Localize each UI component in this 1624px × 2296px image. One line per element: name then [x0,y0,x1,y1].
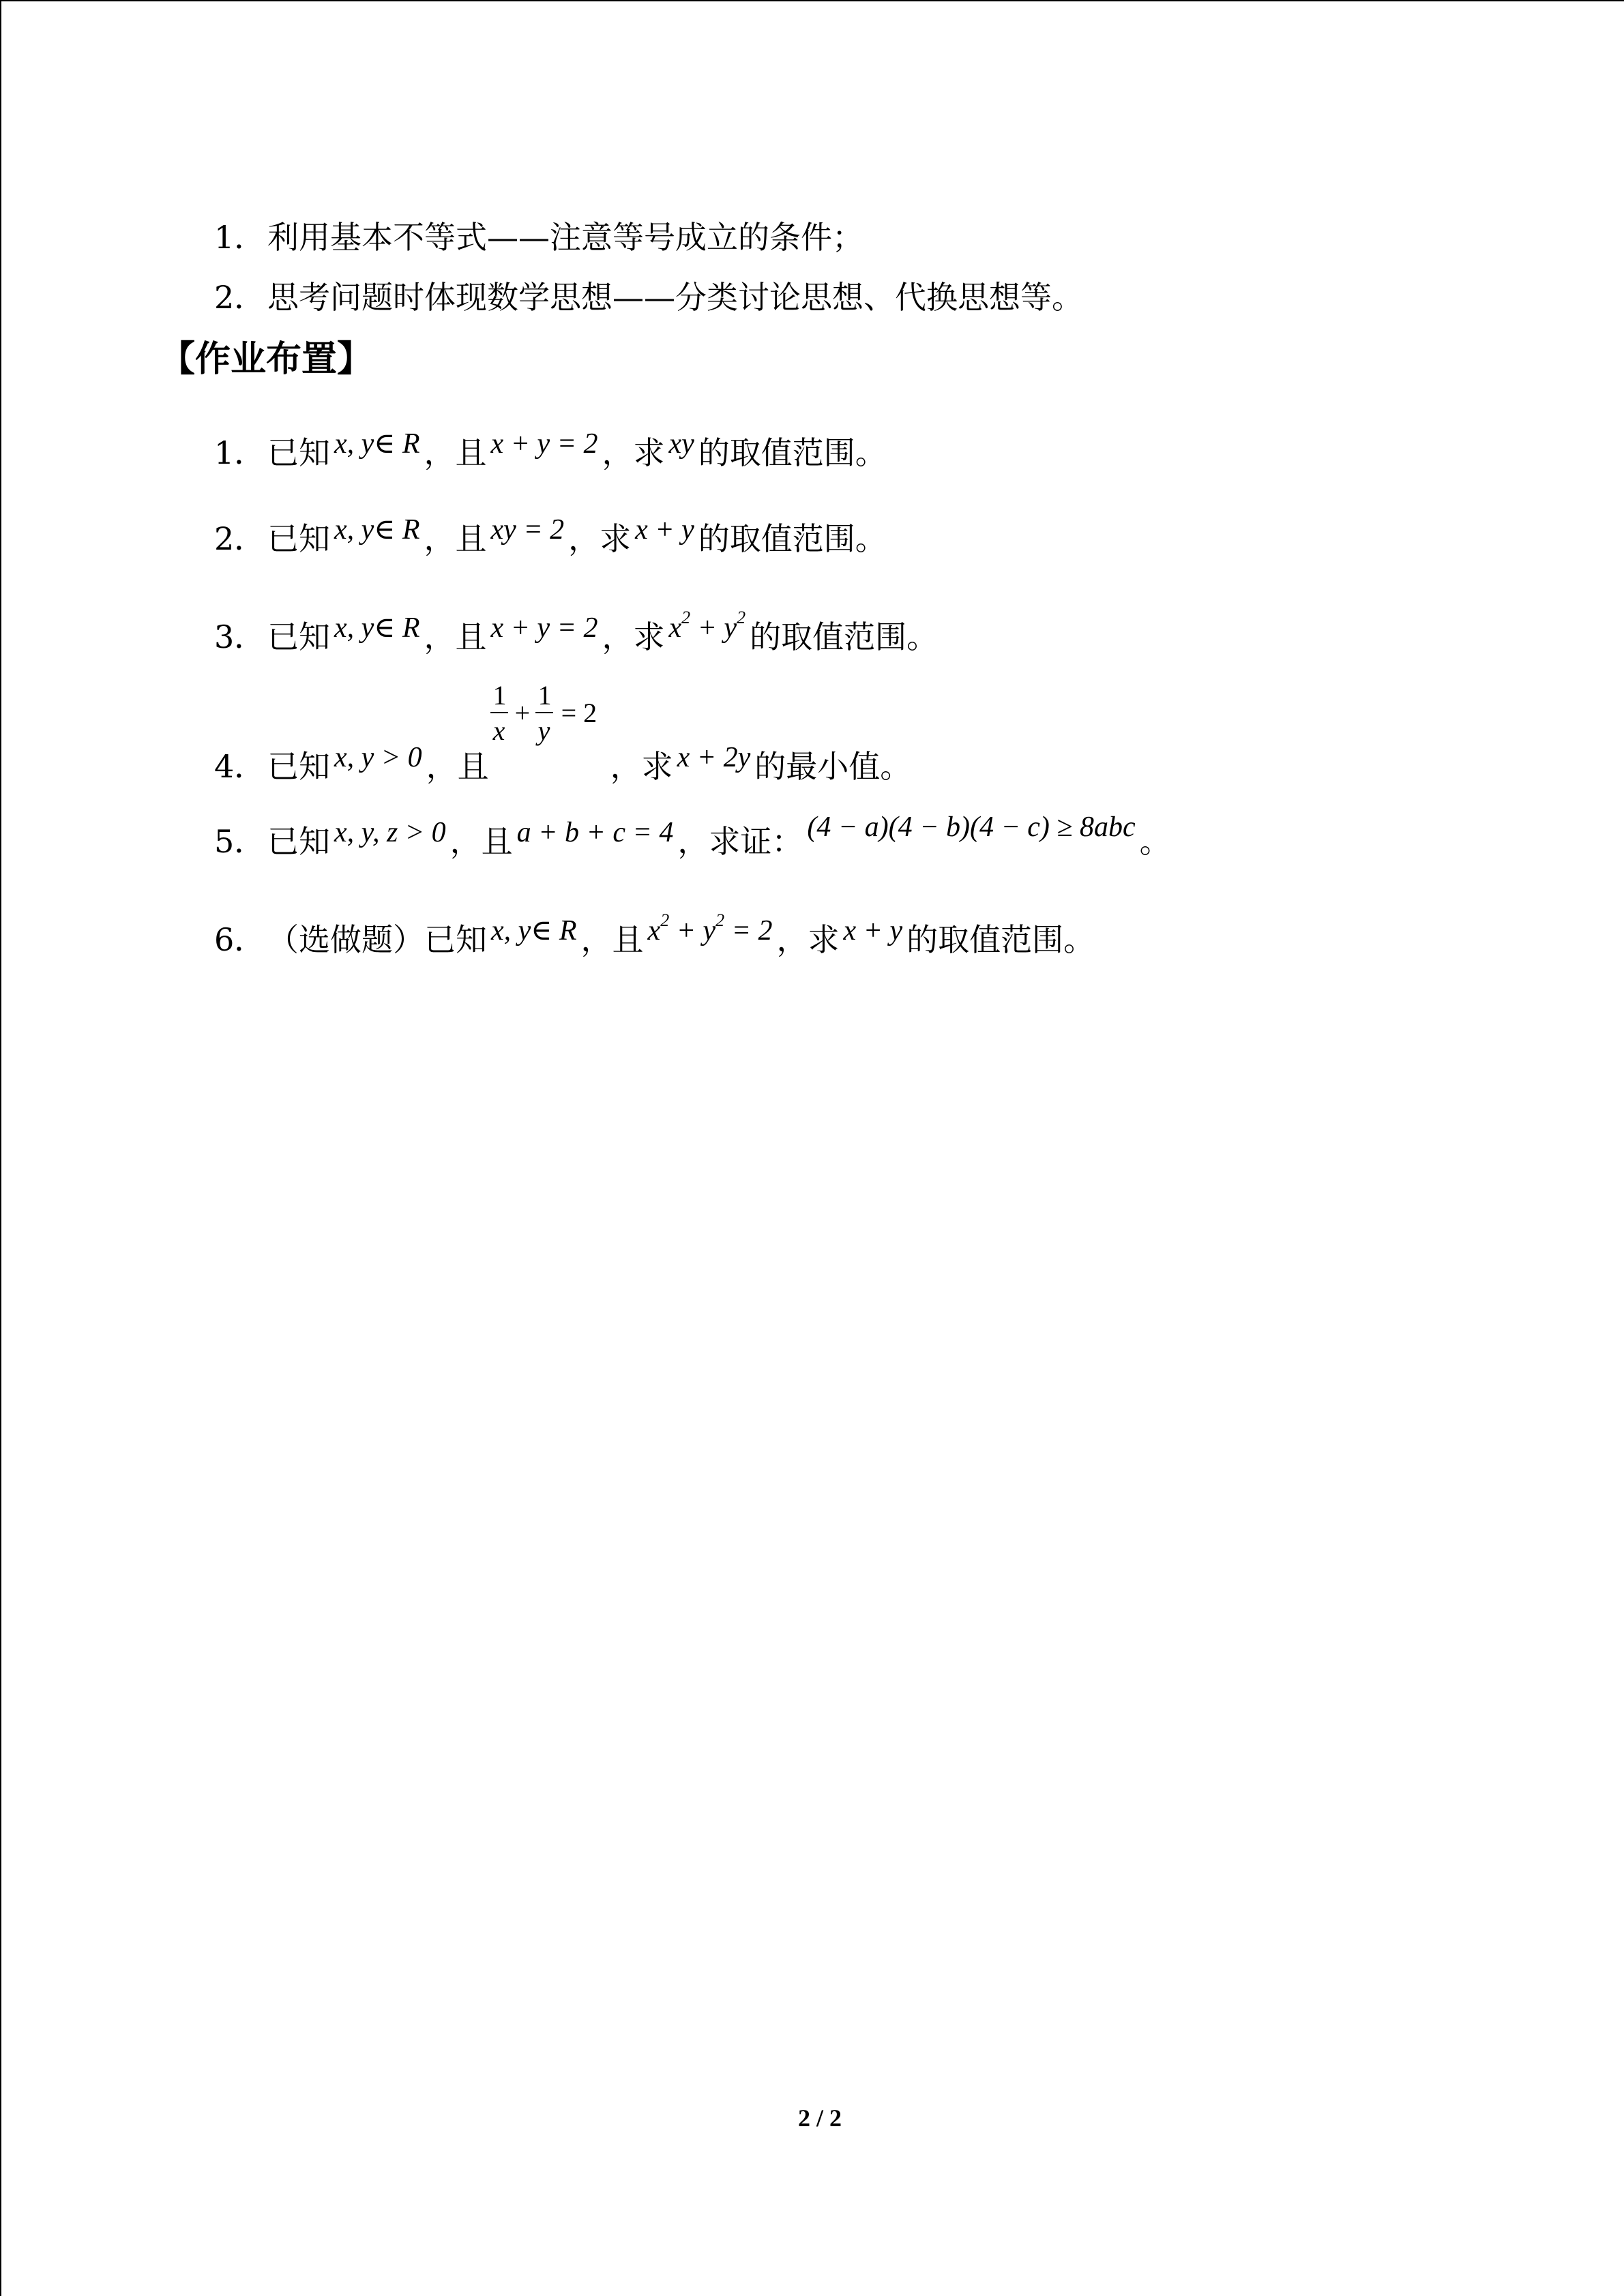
question-text: 已知 [267,823,330,860]
superscript: 2 [737,608,746,627]
math-part: x [647,915,661,946]
homework-question-1 [214,428,887,475]
question-number: 2． [214,520,266,557]
math-part: + y [669,915,716,946]
math-expression: xy = 2 [490,514,565,546]
math-expression: x, y > 0 [334,742,422,773]
question-text: 的取值范围。 [698,434,887,471]
question-text: 已知 [267,748,330,785]
fraction-numerator: 1 [537,680,552,711]
math-expression: x, y∈ R [334,428,420,460]
math-expression: x + y = 2 [490,428,598,460]
fraction-numerator: 1 [492,680,507,711]
item-number: 1． [214,219,266,256]
homework-question-3 [214,608,938,659]
math-expression: x, y, z > 0 [334,817,446,848]
summary-item-1 [214,217,863,258]
item-text: 利用基本不等式——注意等号成立的条件； [267,219,863,256]
page-number: 2 / 2 [798,2104,842,2132]
question-text: ，求 [568,520,632,557]
superscript: 2 [681,608,691,627]
question-number: 4． [214,748,266,785]
question-number: 6． [214,921,266,958]
question-number: 5． [214,823,266,860]
math-expression: x + y = 2 [490,612,598,644]
question-text: 。 [1139,823,1171,860]
question-text: 已知 [267,618,330,655]
question-number: 3． [214,618,266,655]
homework-question-5 [214,811,1171,864]
homework-question-2 [214,514,887,561]
homework-question-6 [214,911,1095,962]
math-part: x [668,612,682,644]
math-part: + y [690,612,737,644]
item-text: 思考问题时体现数学思想——分类讨论思想、代换思想等。 [267,279,1083,316]
question-text: 的取值范围。 [698,520,887,557]
summary-item-2 [214,277,1083,318]
question-number: 1． [214,434,266,471]
question-text: ，求证： [677,823,803,860]
question-text: 的取值范围。 [906,921,1095,958]
question-text: （选做题）已知 [267,921,487,958]
question-text: ，且 [424,434,487,471]
question-text: ，且 [426,748,489,785]
homework-heading: 【作业布置】 [160,339,373,380]
question-text: ，且 [424,618,487,655]
question-text: ，且 [580,921,644,958]
question-text: ，求 [610,748,673,785]
math-expression [669,597,746,648]
math-part: = 2 [724,915,773,946]
question-text: 已知 [267,434,330,471]
fraction-expression [489,680,610,777]
fraction-bar [490,712,508,713]
math-expression: (4 − a)(4 − b)(4 − c) ≥ 8abc [807,811,1136,843]
math-expression: x + y [843,915,903,946]
superscript: 2 [660,910,670,930]
math-expression: x, y∈ R [491,915,577,946]
question-text: ，求 [602,618,665,655]
question-text: ，求 [602,434,665,471]
question-text: 的取值范围。 [750,618,939,655]
math-expression: a + b + c = 4 [516,817,674,848]
math-expression: x + y [635,514,694,546]
fraction-denominator: y [537,715,550,746]
question-text: 的最小值。 [754,748,912,785]
math-expression: x, y∈ R [334,514,420,546]
math-expression: x, y∈ R [334,612,420,644]
question-text: ，求 [776,921,840,958]
math-expression: x + 2y [677,742,751,773]
question-text: 已知 [267,520,330,557]
item-number: 2． [214,279,266,316]
question-text: ，且 [449,823,513,860]
equals-two: = 2 [561,698,597,728]
math-expression: xy [668,428,694,460]
question-text: ，且 [424,520,487,557]
fraction-denominator: x [492,715,505,746]
plus-sign: + [514,698,531,728]
superscript: 2 [715,910,725,930]
fraction-bar [535,712,553,713]
math-expression [648,900,773,951]
homework-question-4 [214,680,912,789]
